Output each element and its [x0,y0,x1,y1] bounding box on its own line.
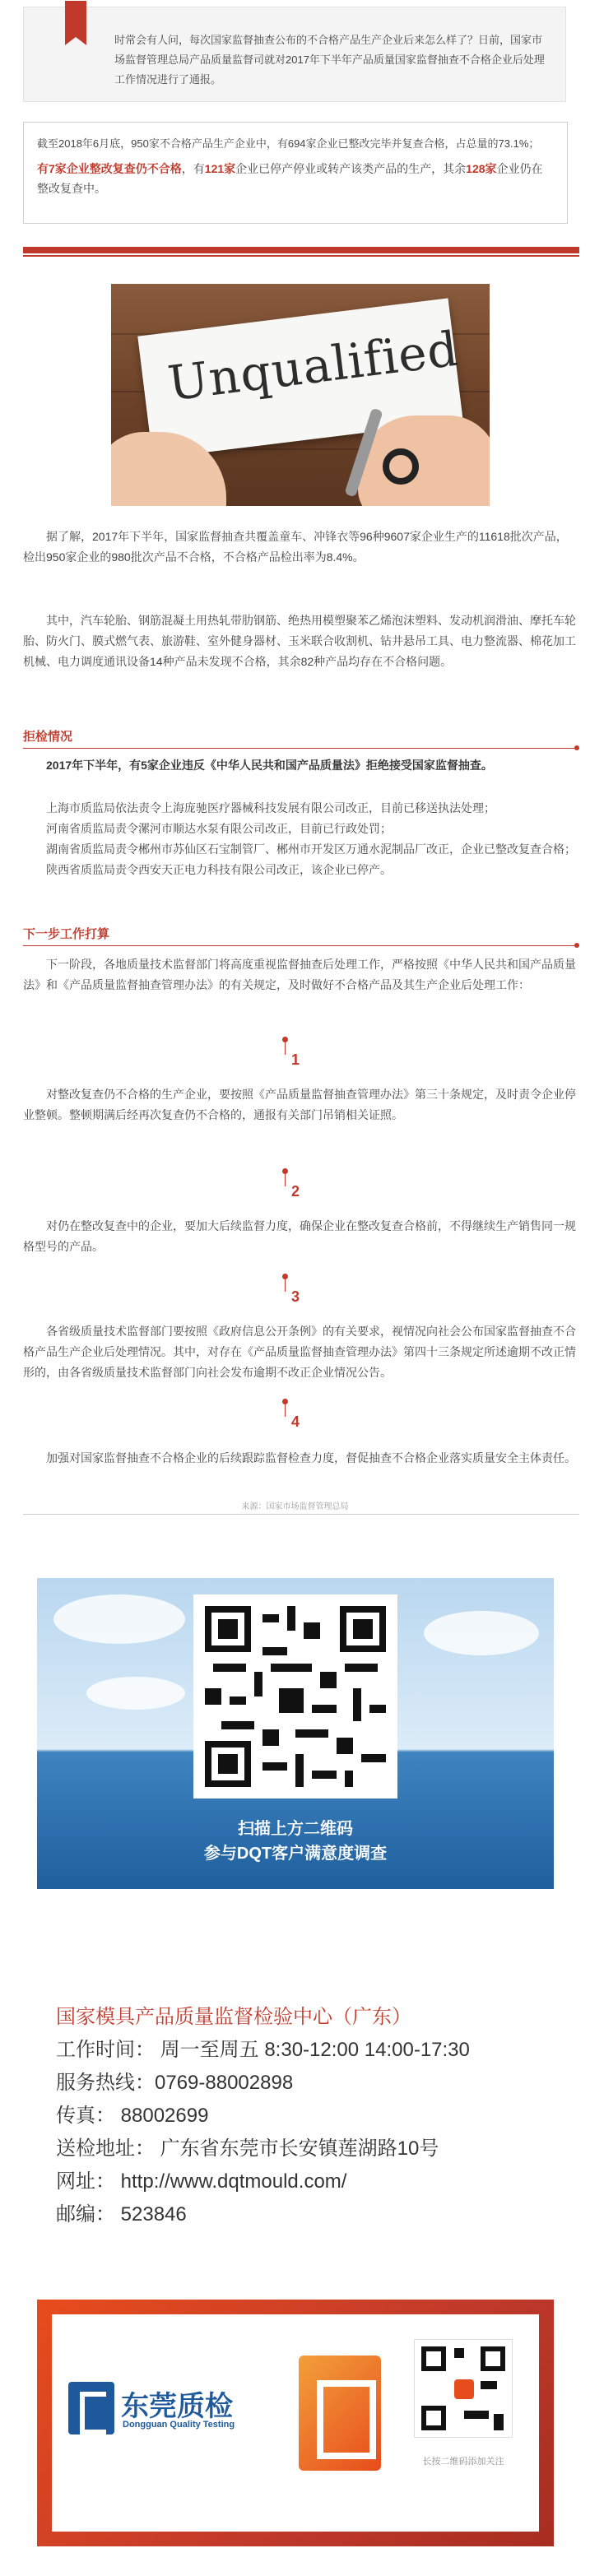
footer-banner [37,2300,554,2546]
stats-highlight-7: 有7家企业整改复查仍不合格 [37,162,182,175]
plan-number-3 [0,1274,590,1311]
plan-point-1: 对整改复查仍不合格的生产企业，要按照《产品质量监督抽查管理办法》第三十条规定，及时责令企业停业整顿。整顿期满后经再次复查仍不合格的，通报有关部门吊销相关证照。 [23,1088,576,1121]
refusal-lead: 2017年下半年，有5家企业违反《中华人民共和国产品质量法》拒绝接受国家监督抽查。 [46,759,493,772]
stats-text: 企业已停产停业或转产该类产品的生产，其余 [235,162,467,175]
stats-highlight-121: 121家 [204,162,236,175]
scissors-handle-icon [383,448,419,485]
refusal-item: 河南省质监局责令漯河市顺达水泵有限公司改正，目前已行政处罚； [46,822,392,835]
section-title-plan [23,921,579,946]
contact-website[interactable]: 网址： http://www.dqtmould.com/ [56,2170,347,2193]
section-title-text: 下一步工作打算 [23,927,110,941]
contact-org: 国家模具产品质量监督检验中心（广东） [56,2006,411,2028]
stats-text: ，有 [181,162,205,175]
contact-hours: 工作时间： 周一至周五 8:30-12:00 14:00-17:30 [56,2039,470,2061]
refusal-list [23,798,576,880]
plan-point-4: 加强对国家监督抽查不合格企业的后续跟踪监督检查力度，督促抽查不合格企业落实质量安全主体责任。 [46,1451,576,1464]
source-credit: 来源：国家市场监督管理总局 [241,1502,349,1511]
hand-right [358,415,490,506]
contact-postcode: 邮编： 523846 [56,2203,187,2226]
qr-caption-1: 扫描上方二维码 [238,1820,353,1838]
source-divider [23,1514,579,1515]
brand-name-en: Dongguan Quality Testing [123,2420,235,2430]
plan-intro: 下一阶段，各地质量技术监督部门将高度重视监督抽查后处理工作，严格按照《中华人民共和国产品质量法》和《产品质量监督抽查管理办法》的有关规定，及时做好不合格产品及其生产企业后处理工作： [23,958,576,991]
body-paragraph-2: 其中，汽车轮胎、钢筋混凝土用热轧带肋钢筋、绝热用模塑聚苯乙烯泡沫塑料、发动机润滑油、摩托车轮胎、防火门、膜式燃气表、旅游鞋、室外健身器材、玉米联合收割机、钻井悬吊工具、电力整流器、棉花加工机械、电力调度通讯设备14种产品未发现不合格，其余82种产品均存在不合格问题。 [23,614,576,668]
plan-number: 3 [291,1288,300,1305]
survey-qr-banner [37,1578,554,1889]
contact-info [56,2001,550,2231]
contact-address: 送检地址： 广东省东莞市长安镇莲湖路10号 [56,2137,439,2160]
stats-text: 企业仍在整改复查中。 [37,162,543,195]
follow-qr-caption: 长按二维码添加关注 [422,2457,504,2467]
plan-number: 2 [291,1183,300,1200]
plan-point-2: 对仍在整改复查中的企业，要加大后续监督力度，确保企业在整改复查合格前，不得继续生产销售同一规格型号的产品。 [23,1219,576,1253]
plan-number-2 [0,1168,590,1206]
qr-caption-2: 参与DQT客户满意度调查 [203,1845,388,1863]
refusal-item: 陕西省质监局责令西安天正电力科技有限公司改正，该企业已停产。 [46,863,392,876]
stats-line2 [37,159,554,198]
follow-qr-code[interactable] [414,2339,513,2438]
stats-box [23,122,568,224]
section-title-refusal [23,724,579,749]
plan-number: 1 [291,1051,300,1068]
refusal-item: 上海市质监局依法责令上海庞驰医疗器械科技发展有限公司改正，目前已移送执法处理； [46,801,495,815]
stats-highlight-128: 128家 [466,162,497,175]
bookmark-icon [65,1,86,37]
survey-qr-code[interactable] [193,1594,397,1799]
plan-number-1 [0,1037,590,1074]
plan-point-3: 各省级质量技术监督部门要按照《政府信息公开条例》的有关要求，视情况向社会公布国家监督抽查不合格产品生产企业后处理情况。其中，对存在《产品质量监督抽查管理办法》第四十三条规定所述逾期不改正情形的，由各省级质量技术监督部门向社会发布逾期不改正企业情况公告。 [23,1325,576,1379]
divider-bar [23,247,579,253]
body-paragraph-1: 据了解，2017年下半年，国家监督抽查共覆盖童车、冲锋衣等96种9607家企业生产的11618批次产品，检出950家企业的980批次产品不合格，不合格产品检出率为8.4%。 [23,530,568,564]
mould-emblem-icon [299,2356,381,2471]
intro-note [23,7,566,102]
refusal-item: 湖南省质监局责令郴州市苏仙区石宝制管厂、郴州市开发区万通水泥制品厂改正，企业已整改复查合格； [46,842,576,856]
section-title-text: 拒检情况 [23,730,73,744]
plan-number-4 [0,1399,590,1437]
intro-text: 时常会有人问，每次国家监督抽查公布的不合格产品生产企业后来怎么样了？日前，国家市场监督管理总局产品质量监督司就对2017年下半年产品质量国家监督抽查不合格企业后处理工作情况进行了通报。 [114,34,545,86]
stats-line1: 截至2018年6月底，950家不合格产品生产企业中，有694家企业已整改完毕并复查合格，占总量的73.1%； [37,137,540,150]
plan-number: 4 [291,1413,300,1430]
contact-hotline[interactable]: 服务热线：0769-88002898 [56,2072,294,2094]
contact-fax: 传真： 88002699 [56,2105,209,2127]
dqt-logo-icon [68,2382,114,2434]
hero-word: Unqualified [165,320,462,412]
hero-image [111,284,490,506]
brand-name: 东莞质检 [121,2391,233,2422]
